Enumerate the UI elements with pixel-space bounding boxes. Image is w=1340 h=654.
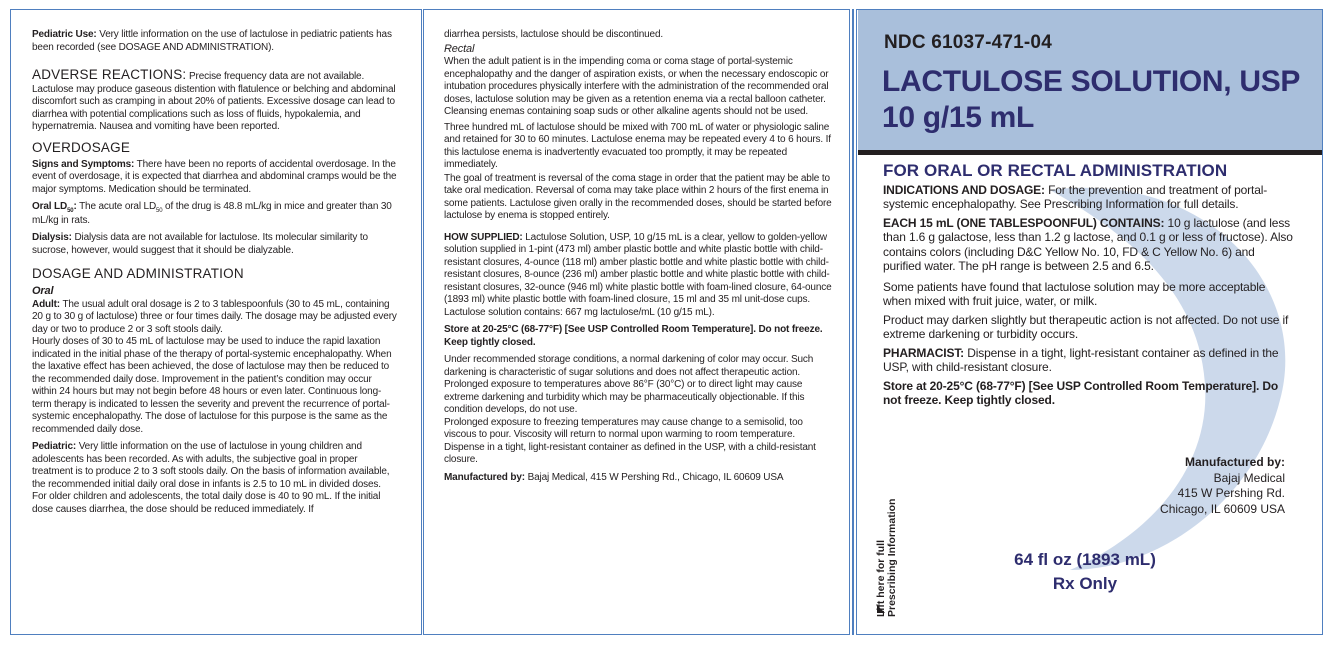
pediatric-use-text: Very little information on the use of lactulose in pediatric patients has been recorded (see DOSAGE AND ADMINISTRATION). [32,29,392,53]
dosage-heading: DOSAGE AND ADMINISTRATION [32,266,244,281]
front-header-rule [858,150,1322,155]
quantity-text: 64 fl oz (1893 mL) [1014,550,1156,569]
each-contains-label: EACH 15 mL (ONE TABLESPOONFUL) CONTAINS: [883,215,1165,230]
pediatric-use-paragraph [32,29,398,54]
storage-paragraph-2: Prolonged exposure to freezing temperatures may cause change to a semisolid, too viscous to pour. Viscosity will return to normal upon warming to room temperature. Dispense in a tight, light-resistant container as defined in the USP, with a child-resistant closure. [444,416,816,465]
dialysis-paragraph [32,232,398,257]
adult-text: The usual adult oral dosage is 2 to 3 tablespoonfuls (30 to 45 mL, containing 20 g to 30 g of lactulose) three or four times daily. The dosage may be adjusted every day or two to produce 2 or 3 soft stools daily. [32,298,397,335]
indications-text: For the prevention and treatment of portal-systemic encephalopathy. See Prescribing Information for full details. [883,182,1268,211]
left-panel-text [32,29,398,521]
adverse-reactions-heading: ADVERSE REACTIONS: [32,67,187,82]
manufacturer-street: 415 W Pershing Rd. [1177,486,1285,500]
each-contains-text: 10 g lactulose (and less than 1.6 g galactose, less than 1.2 g lactose, and 0.1 g or less of fructose). Also contains colors (including D&C Yellow No. 10, FD & C Yellow No. 6) and purified water. The pH range is between 2.5 and 6.5. [883,215,1293,273]
dialysis-label: Dialysis: [32,232,72,243]
adverse-reactions-paragraph [32,67,398,134]
pharmacist-paragraph [883,346,1293,375]
rectal-subheading: Rectal [444,42,475,55]
rx-only-text: Rx Only [1052,574,1118,593]
storage-paragraph-1: Under recommended storage conditions, a normal darkening of color may occur. Such darkening is characteristic of sugar solutions and does not affect therapeutic action. Prolonged exposure to temperatures above 86°F (30°C) or to direct light may cause extreme darkening and turbidity which may be pharmaceutically objectionable. If this condition develops, do not use. [444,354,814,415]
pharmacist-label: PHARMACIST: [883,345,965,360]
oral-ld-text-b: of the drug is 48.8 mL/kg in mice and greater than 30 mL/kg in rats. [32,201,392,226]
adult-paragraph [32,299,398,337]
oral-ld-label: Oral $LD_{50}$: [32,201,77,214]
signs-label: Signs and Symptoms: [32,158,135,170]
manufacturer-line [444,472,836,485]
darken-paragraph: Product may darken slightly but therapeutic action is not affected. Do not use if extreme darkening or turbidity occurs. [883,312,1289,341]
indications-paragraph [883,183,1293,212]
manufacturer-label: Manufactured by: [444,471,525,483]
indications-label: INDICATIONS AND DOSAGE: [883,182,1045,197]
adverse-reactions-text: Precise frequency data are not available. Lactulose may produce gaseous distention with flatulence or belching and abdominal discomfort such as cramping in about 20% of patients. Excessive dosage can lead to diarrhea with potential complications such as loss of fluids, hypokalemia, and hypernatremia. Nausea and vomiting have been reported. [32,71,396,132]
pediatric-text: Very little information on the use of lactulose in young children and adolescents has been recorded. As with adults, the subjective goal in proper treatment is to produce 2 to 3 soft stools daily. On the basis of information available, the recommended initial daily oral dose in infants is 2.5 to 10 mL in divided doses. For older children and adolescents, the total daily dose is 40 to 90 mL. If the initial dose causes diarrhea, the dose should be reduced immediately. If [32,441,390,515]
rectal-paragraph-1: When the adult patient is in the impending coma or coma stage of portal-systemic encephalopathy and the danger of aspiration exists, or when the necessary endoscopic or intubation procedures physically interfere with the administration of the recommended oral doses, lactulose solution may be given as a retention enema via a rectal balloon catheter. Cleansing enemas containing soap suds or other alkaline agents should not be used. [444,56,829,117]
front-manufacturer-label: Manufactured by: [1184,455,1285,469]
signs-text: There have been no reports of accidental overdosage. In the event of overdosage, it is expected that diarrhea and abdominal cramps would be the major symptoms. Medication should be terminated. [32,158,397,195]
oral-ld-paragraph: Oral $LD_{50}$: The acute oral $LD_{50}$ of the drug is 48.8 mL/kg in mice and greater than 30 mL/kg in rats. [32,201,392,226]
rectal-paragraph-3: The goal of treatment is reversal of the coma stage in order that the patient may be able to take oral medication. Reversal of coma may take place within 2 hours of the first enema in some patients. Lactulose given orally in the recommended doses, should be started before lactulose by enema is stopped entirely. [444,172,832,221]
product-name: LACTULOSE SOLUTION, USP [882,65,1301,98]
overdosage-heading: OVERDOSAGE [32,139,131,155]
signs-paragraph [32,159,398,197]
oral-ld-text: The acute oral LD [79,201,157,212]
how-supplied-paragraph [444,232,836,307]
manufacturer-city: Chicago, IL 60609 USA [1160,501,1285,516]
pharmacist-text: Dispense in a tight, light-resistant container as defined in the USP, with child-resistant closure. [883,345,1279,374]
package-quantity [990,548,1180,596]
front-manufacturer [1160,455,1285,517]
manufacturer-name: Bajaj Medical [1213,470,1285,485]
pediatric-use-label: Pediatric Use: [32,29,97,40]
contains-text: Lactulose solution contains: 667 mg lactulose/mL (10 g/15 mL). [444,306,715,318]
dialysis-text: Dialysis data are not available for lactulose. Its molecular similarity to sucrose, however, would suggest that it should be dialyzable. [32,232,368,256]
hourly-doses-paragraph: Hourly doses of 30 to 45 mL of lactulose may be used to induce the rapid laxation indicated in the initial phase of the therapy of portal-systemic encephalopathy. When the laxative effect has been achieved, the dose of lactulose may then be reduced to the recommended daily dose. Improvement in the patient’s condition may occur within 24 hours but may not begin before 48 hours or even later. Continuous long-term therapy is indicated to lessen the severity and prevent the recurrence of portal-systemic encephalopathy. The dose of lactulose for this purpose is the same as the recommended daily dose. [32,336,392,435]
product-title [882,64,1300,136]
panel-divider [852,9,854,635]
store-text: Store at 20-25°C (68-77°F) [See USP Controlled Room Temperature]. Do not freeze. Keep tightly closed. [444,324,823,348]
rectal-paragraph-2: Three hundred mL of lactulose should be mixed with 700 mL of water or physiologic saline and retained for 30 to 60 minutes. Lactulose enema may be repeated every 4 to 6 hours. If this lactulose enema is inadvertently evacuated too promptly, it may be repeated immediately. [444,121,831,170]
how-supplied-label: HOW SUPPLIED: [444,231,523,243]
lift-line-1: Lift here for full [875,540,887,617]
front-store-text: Store at 20-25°C (68-77°F) [See USP Controlled Room Temperature]. Do not freeze. Keep tightly closed. [883,378,1279,407]
administration-heading: FOR ORAL OR RECTAL ADMINISTRATION [883,161,1228,180]
continued-text: diarrhea persists, lactulose should be discontinued. [444,29,664,40]
middle-panel-text [444,29,836,489]
front-panel-text [883,161,1293,412]
product-strength: 10 g/15 mL [882,101,1035,134]
pediatric-paragraph [32,441,398,516]
adult-label: Adult: [32,298,60,310]
each-contains-paragraph [883,216,1293,274]
lift-line-2: Prescribing Information [886,498,898,617]
pediatric-label: Pediatric: [32,441,77,452]
oral-subheading: Oral [32,285,54,297]
how-supplied-text: Lactulose Solution, USP, 10 g/15 mL is a clear, yellow to golden-yellow solution supplied in 1-pint (473 ml) amber plastic bottle and white plastic bottle with child-resistant closures, 4-ounce (118 ml) amber plastic bottle and white plastic bottle with child-resistant closures, 8-ounce (236 ml) amber plastic bottle and white plastic bottle with child-resistant closures, 32-ounce (946 ml) white plastic bottle with foam-lined closure, 64-ounce (1893 ml) white plastic bottle with foam-lined closure, 15 ml and 35 ml unit-dose cups. [444,231,832,305]
manufacturer-text: Bajaj Medical, 415 W Pershing Rd., Chicago, IL 60609 USA [527,471,784,483]
ndc-number: NDC 61037-471-04 [884,32,1052,53]
patients-paragraph: Some patients have found that lactulose solution may be more acceptable when mixed with fruit juice, water, or milk. [883,279,1266,308]
lift-here-tab[interactable] [876,467,898,617]
